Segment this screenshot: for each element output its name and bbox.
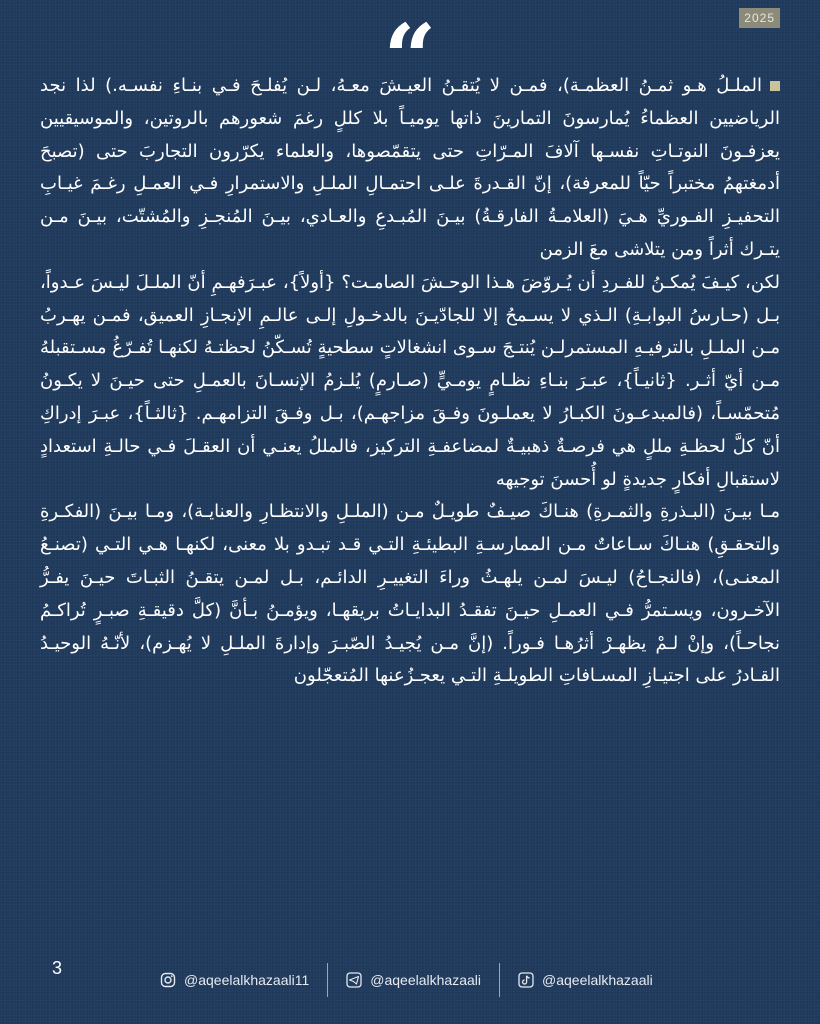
paragraph: لكن، كيـفَ يُمكـنُ للفـردِ أن يُـروّضَ هـذا الوحـشَ الصامـت؟ {أولاً}، عبـرَفهـمِ أنّ الملـلَ ليـسَ عـدواً، بـل (حـارسُ البوابـةِ) الـذي لا يسـمحُ إلا للجادّيـنَ بالدخـولِ إلـى عالـمِ الإنجـازِ العميق، فمـن يهـربُ مـن الملـلِ بالترفيـهِ المستمرلـن يُنتـجَ سـوى انشغالاتٍ سطحيةٍ تُسـكّنُ لحظتـهُ لكنهـا تُفـرّغُ مسـتقبلهُ مـن أيّ أثـر. {ثانيـاً}، عبـرَ بنـاءِ نظـامٍ يومـيٍّ (صـارمٍ) يُلـزمُ الإنسـانَ بالعمـلِ حتى حيـنَ لا يكـونُ مُتحمّسـاً، (فالمبدعـونَ الكبـارُ لا يعملـونَ وفـقَ مزاجهـم)، بـل وفـقَ التزامهـم. {ثالثـاً}، عبـرَ إدراكِ أنّ كلَّ لحظـةِ مللٍ هي فرصـةٌ ذهبيـةٌ لمضاعفـةِ التركيز، فالمللُ يعنـي أن العقـلَ فـي حالـةِ استعدادٍ لاستقبالِ أفكارٍ جديدةٍ لو أُحسنَ توجيهه [40,271,780,490]
social-telegram[interactable] [346,972,481,988]
instagram-icon [160,972,176,988]
social-handle: @aqeelalkhazaali [542,972,653,988]
social-handle: @aqeelalkhazaali [370,972,481,988]
year-badge: 2025 [739,8,780,28]
quote-mark-icon: “ [383,4,437,112]
tiktok-icon [518,972,534,988]
divider [499,963,500,997]
social-handle: @aqeelalkhazaali11 [184,972,310,988]
paragraph-text: الملـلُ هـو ثمـنُ العظمـة)، فمـن لا يُتقـنُ العيـشَ معـهُ، لـن يُفلـحَ فـي بنـاءِ نفسـه.) لذا نجد الرياضيين العظماءُ يُمارسونَ التمارينَ ذاتها يوميـاً بلا كللٍ رغمَ شعورهم بالروتين، والموسيقيين يعزفـونَ النوتـاتِ نفسـها آلافَ المـرّاتِ حتى يتقمّصوها، والعلماء يكرّرون التجاربَ حتى (تصبحَ أدمغتهمُ مختبراً حيّاً للمعرفة)، إنّ القـدرةَ علـى احتمـالِ الملـلِ والاستمرارِ فـي العمـلِ رغـمَ غيـابِ التحفيـزِ الفـوريِّ هـيَ (العلامـةُ الفارقـةُ) بيـنَ المُبـدعِ والعـادي، بيـنَ المُنجـزِ والمُشتّت، بيـنَ مـن يتـرك أثراً ومن يتلاشى معَ الزمن [40,75,780,260]
social-tiktok[interactable] [518,972,653,988]
page-number: 3 [52,958,63,978]
telegram-icon [346,972,362,988]
divider [327,963,328,997]
paragraph: مـا بيـنَ (البـذرةِ والثمـرةِ) هنـاكَ صيـفٌ طويـلٌ مـن (الملـلِ والانتظـارِ والعنايـة)، ومـا بيـنَ (الفكـرةِ والتحقـقِ) هنـاكَ سـاعاتٌ مـن الممارسـةِ البطيئـةِ التـي قـد تبـدو بلا معنى، لكنهـا هـي التـي (تصنـعُ المعنـى)، (فالنجـاحُ) ليـسَ لمـن يلهـثُ وراءَ التغييـرِ الدائـم، بـل لمـن يتقـنُ الثبـاتَ حيـنَ يفـرُّ الآخـرون، ويسـتمرُّ فـي العمـلِ حيـنَ تفقـدُ البدايـاتُ بريقهـا، ويؤمـنُ بـأنَّ (كلَّ دقيقـةِ صبـرٍ تُراكـمُ نجاحـاً)، وإنْ لـمْ يظهـرْ أثرُهـا فـوراً. (إنَّ مـن يُجيـدُ الصّبـرَ وإدارةَ الملـلِ لا يُهـزم)، لأنّـهُ الوحيـدُ القـادرُ على اجتيـازِ المسـافاتِ الطويلـةِ التـي يعجـزُعنها المُتعجّلون [40,501,780,687]
social-instagram[interactable] [160,972,309,988]
social-footer [160,960,760,1000]
bullet-icon [770,81,780,91]
paragraph [40,70,780,267]
article-body [40,70,780,693]
